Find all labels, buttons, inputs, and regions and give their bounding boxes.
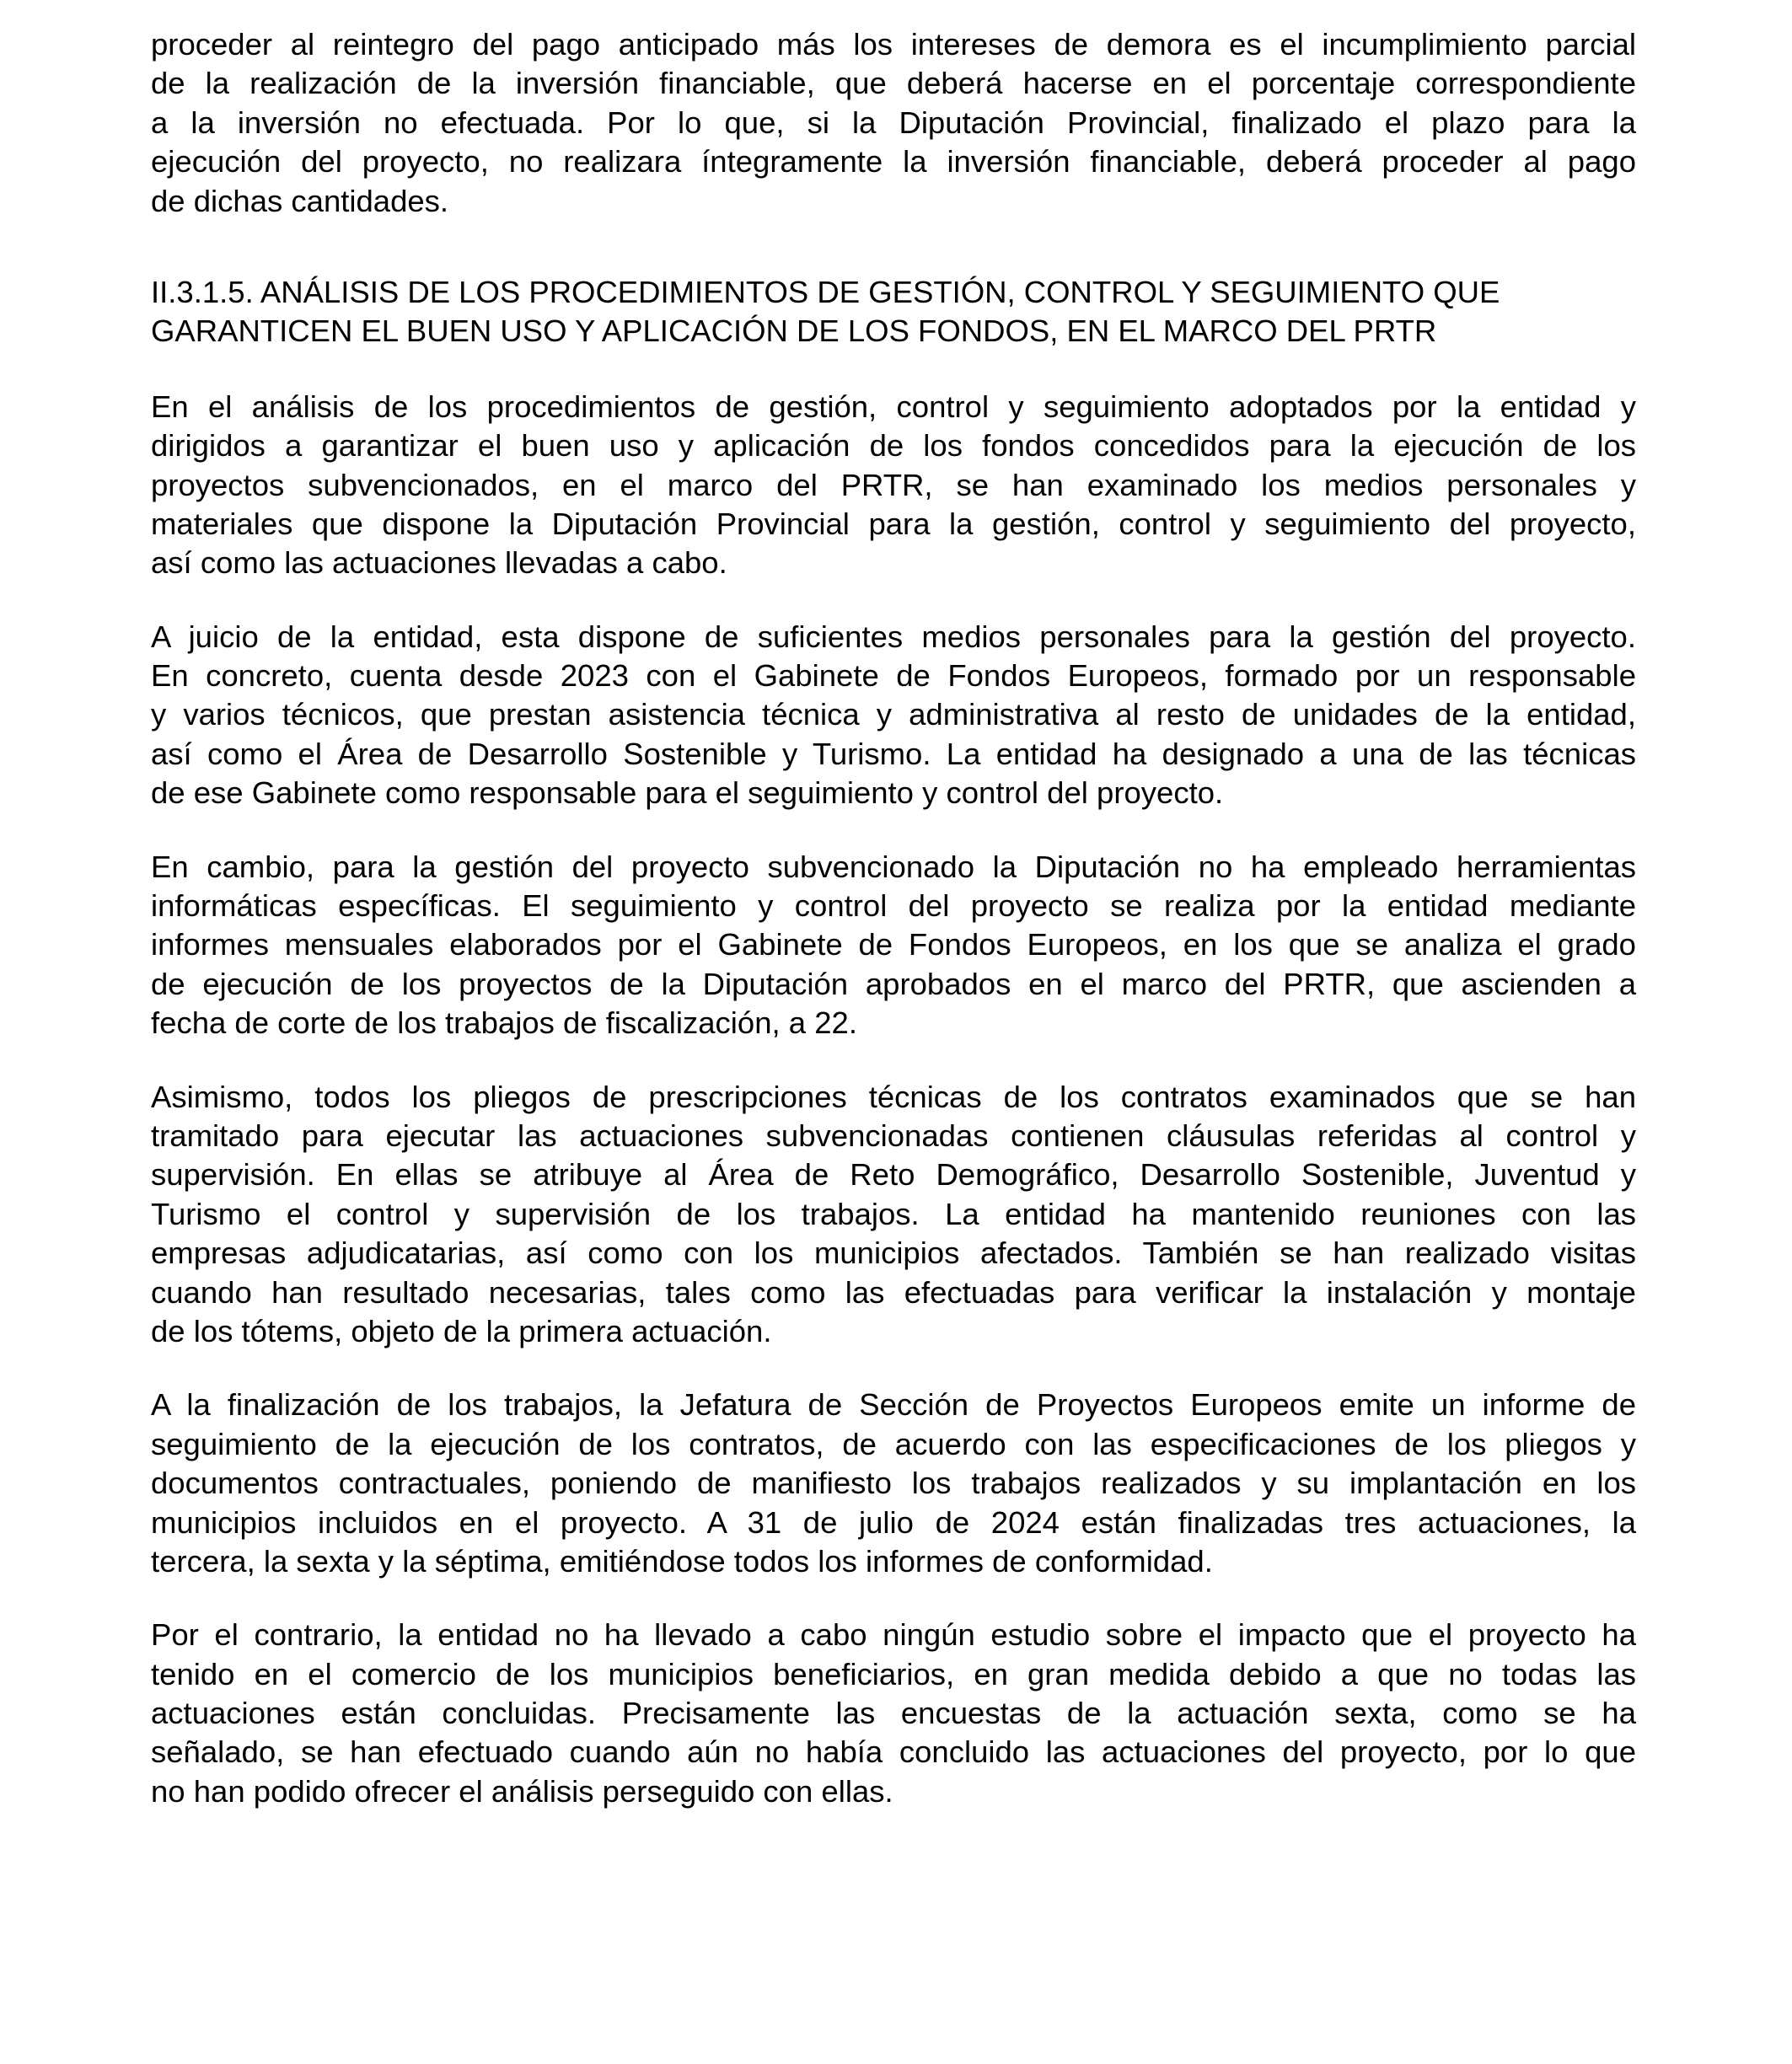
text-line: documentos contractuales, poniendo de manifiesto los trabajos realizados y su implantación en los <box>151 1466 1636 1501</box>
text-line: tercera, la sexta y la séptima, emitiéndose todos los informes de conformidad. <box>151 1543 1213 1579</box>
text-line: de los tótems, objeto de la primera actuación. <box>151 1313 772 1348</box>
text-line: proceder al reintegro del pago anticipado más los intereses de demora es el incumplimiento parcial <box>151 27 1636 62</box>
text-line: dirigidos a garantizar el buen uso y aplicación de los fondos concedidos para la ejecución de los <box>151 428 1636 464</box>
text-line: así como el Área de Desarrollo Sostenible y Turismo. La entidad ha designado a una de las técnicas <box>151 736 1636 771</box>
text-line: proyectos subvencionados, en el marco del PRTR, se han examinado los medios personales y <box>151 467 1636 502</box>
body-paragraph <box>151 1386 1636 1581</box>
text-line: informáticas específicas. El seguimiento y control del proyecto se realiza por la entidad mediante <box>151 888 1636 924</box>
text-line: tramitado para ejecutar las actuaciones subvencionadas contienen cláusulas referidas al control y <box>151 1118 1636 1153</box>
text-line: En el análisis de los procedimientos de gestión, control y seguimiento adoptados por la entidad y <box>151 389 1636 424</box>
text-line: materiales que dispone la Diputación Provincial para la gestión, control y seguimiento del proyecto, <box>151 506 1636 541</box>
text-line: A la finalización de los trabajos, la Jefatura de Sección de Proyectos Europeos emite un informe de <box>151 1387 1636 1423</box>
text-line: Turismo el control y supervisión de los trabajos. La entidad ha mantenido reuniones con las <box>151 1196 1636 1231</box>
text-line: Asimismo, todos los pliegos de prescripciones técnicas de los contratos examinados que se han <box>151 1079 1636 1114</box>
text-line: y varios técnicos, que prestan asistencia técnica y administrativa al resto de unidades de la entidad, <box>151 697 1636 732</box>
text-line: informes mensuales elaborados por el Gabinete de Fondos Europeos, en los que se analiza el grado <box>151 927 1636 962</box>
text-line: Por el contrario, la entidad no ha llevado a cabo ningún estudio sobre el impacto que el proyecto ha <box>151 1617 1636 1653</box>
text-line: de ese Gabinete como responsable para el seguimiento y control del proyecto. <box>151 775 1224 811</box>
text-line: de dichas cantidades. <box>151 183 449 218</box>
text-line: cuando han resultado necesarias, tales como las efectuadas para verificar la instalación y montaje <box>151 1274 1636 1310</box>
text-line: supervisión. En ellas se atribuye al Área de Reto Demográfico, Desarrollo Sostenible, Juventud y <box>151 1157 1636 1193</box>
text-line: municipios incluidos en el proyecto. A 31 de julio de 2024 están finalizadas tres actuaciones, la <box>151 1504 1636 1540</box>
text-line: a la inversión no efectuada. Por lo que, si la Diputación Provincial, finalizado el plazo para la <box>151 105 1636 140</box>
text-line: de la realización de la inversión financiable, que deberá hacerse en el porcentaje correspondiente <box>151 66 1636 101</box>
body-paragraph <box>151 1616 1636 1811</box>
section-heading <box>151 273 1636 351</box>
text-line: ejecución del proyecto, no realizara íntegramente la inversión financiable, deberá proceder al pago <box>151 144 1636 180</box>
text-line: II.3.1.5. ANÁLISIS DE LOS PROCEDIMIENTOS DE GESTIÓN, CONTROL Y SEGUIMIENTO QUE <box>151 274 1500 309</box>
text-line: no han podido ofrecer el análisis perseguido con ellas. <box>151 1773 893 1809</box>
text-line: seguimiento de la ejecución de los contratos, de acuerdo con las especificaciones de los pliegos y <box>151 1426 1636 1461</box>
document-page <box>151 25 1636 1846</box>
body-paragraph <box>151 618 1636 813</box>
text-line: A juicio de la entidad, esta dispone de suficientes medios personales para la gestión del proyecto. <box>151 619 1636 654</box>
text-line: tenido en el comercio de los municipios beneficiarios, en gran medida debido a que no todas las <box>151 1656 1636 1691</box>
text-line: así como las actuaciones llevadas a cabo. <box>151 545 727 581</box>
text-line: GARANTICEN EL BUEN USO Y APLICACIÓN DE LOS FONDOS, EN EL MARCO DEL PRTR <box>151 314 1437 349</box>
body-paragraph <box>151 388 1636 583</box>
text-line: fecha de corte de los trabajos de fiscalización, a 22. <box>151 1005 857 1041</box>
text-line: actuaciones están concluidas. Precisamente las encuestas de la actuación sexta, como se ha <box>151 1696 1636 1731</box>
text-line: señalado, se han efectuado cuando aún no había concluido las actuaciones del proyecto, por lo que <box>151 1734 1636 1770</box>
body-paragraph <box>151 25 1636 221</box>
text-line: En concreto, cuenta desde 2023 con el Gabinete de Fondos Europeos, formado por un responsable <box>151 658 1636 694</box>
body-paragraph <box>151 848 1636 1043</box>
text-line: empresas adjudicatarias, así como con los municipios afectados. También se han realizado visitas <box>151 1236 1636 1271</box>
text-line: En cambio, para la gestión del proyecto subvencionado la Diputación no ha empleado herramientas <box>151 849 1636 884</box>
text-line: de ejecución de los proyectos de la Diputación aprobados en el marco del PRTR, que ascienden a <box>151 966 1636 1001</box>
body-paragraph <box>151 1078 1636 1352</box>
